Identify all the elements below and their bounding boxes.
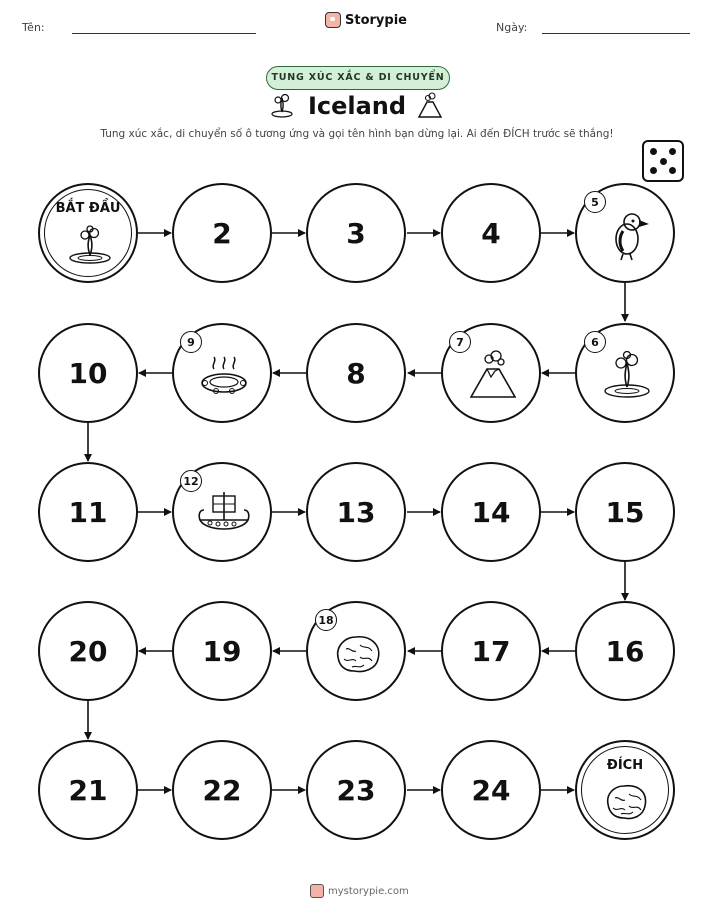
board-cell-19[interactable] — [172, 601, 272, 701]
cell-number: 23 — [336, 773, 376, 807]
cell-number: 10 — [68, 356, 108, 390]
cell-number-badge: 12 — [180, 470, 202, 492]
board-cell-11[interactable] — [38, 462, 138, 562]
geyser-icon — [599, 347, 655, 403]
brand-name: Storypie — [345, 12, 407, 28]
cell-number: 22 — [202, 773, 242, 807]
cell-number: 15 — [605, 495, 645, 529]
cell-number-badge: 5 — [584, 191, 606, 213]
volcano-icon — [465, 347, 521, 403]
board-cell-4[interactable] — [441, 183, 541, 283]
cell-number: 8 — [346, 356, 366, 390]
viking-ship-icon — [196, 486, 252, 542]
cell-number: 21 — [68, 773, 108, 807]
cell-number: 3 — [346, 216, 366, 250]
board-cell-10[interactable] — [38, 323, 138, 423]
cell-number-badge: 18 — [315, 609, 337, 631]
board-cell-24[interactable] — [441, 740, 541, 840]
lava-rock-icon — [330, 625, 386, 681]
cell-number: 19 — [202, 634, 242, 668]
cell-number: 13 — [336, 495, 376, 529]
name-label: Tên: — [22, 21, 45, 34]
page-title: Iceland — [307, 92, 407, 120]
geyser-icon — [65, 223, 115, 267]
lava-rock-icon — [602, 780, 652, 824]
board-cell-21[interactable] — [38, 740, 138, 840]
cell-number-badge: 6 — [584, 331, 606, 353]
board-cell-15[interactable] — [575, 462, 675, 562]
board-cell-20[interactable] — [38, 601, 138, 701]
finish-label: ĐÍCH — [606, 758, 644, 773]
footer-url[interactable]: mystorypie.com — [328, 885, 409, 897]
instructions: Tung xúc xắc, di chuyển số ô tương ứng và gọi tên hình bạn dừng lại. Ai đến ĐÍCH trước sẽ thắng! — [100, 128, 614, 140]
board-cell-13[interactable] — [306, 462, 406, 562]
board-cell-8[interactable] — [306, 323, 406, 423]
board-cell-17[interactable] — [441, 601, 541, 701]
cell-number: 14 — [471, 495, 511, 529]
footer — [310, 884, 409, 898]
board-cell-14[interactable] — [441, 462, 541, 562]
cell-number: 2 — [212, 216, 232, 250]
cell-number: 20 — [68, 634, 108, 668]
puffin-icon — [599, 207, 655, 263]
hot-spring-icon — [196, 347, 252, 403]
board-cell-22[interactable] — [172, 740, 272, 840]
board-cell-16[interactable] — [575, 601, 675, 701]
activity-badge: TUNG XÚC XẮC & DI CHUYỂN — [266, 66, 450, 90]
cell-number: 4 — [481, 216, 501, 250]
finish-cell[interactable] — [575, 740, 675, 840]
board-cell-3[interactable] — [306, 183, 406, 283]
start-cell[interactable] — [38, 183, 138, 283]
cell-number-badge: 7 — [449, 331, 471, 353]
date-label: Ngày: — [496, 21, 528, 34]
cell-number: 17 — [471, 634, 511, 668]
cell-number: 16 — [605, 634, 645, 668]
board-cell-2[interactable] — [172, 183, 272, 283]
cell-number-badge: 9 — [180, 331, 202, 353]
cell-number: 24 — [471, 773, 511, 807]
board-cell-23[interactable] — [306, 740, 406, 840]
cell-number: 11 — [68, 495, 108, 529]
start-label: BẮT ĐẦU — [55, 201, 121, 216]
storypie-logo-icon — [310, 884, 324, 898]
